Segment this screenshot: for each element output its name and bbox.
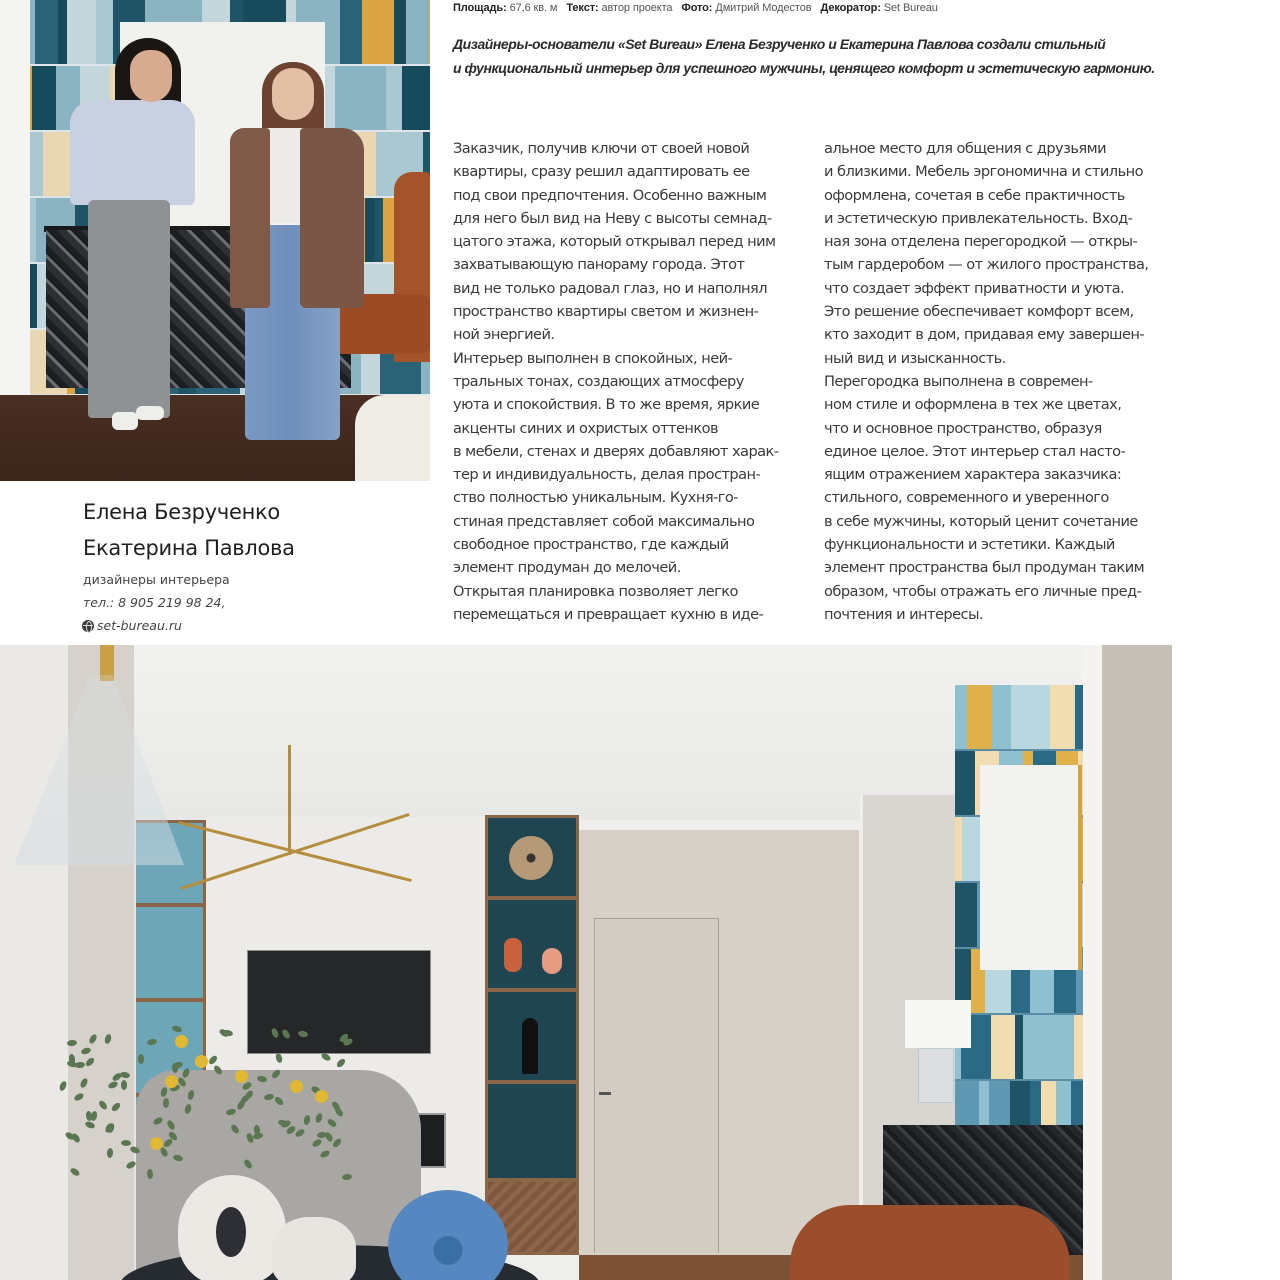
- table-lamp: [905, 1000, 971, 1048]
- body-text-line: элемент продуман до мелочей.: [453, 559, 681, 577]
- body-text-line: цатого этажа, который открывал перед ним: [453, 233, 776, 251]
- ring-vase: [178, 1175, 286, 1280]
- website-text: set-bureau.ru: [97, 618, 182, 633]
- pillar: [1102, 645, 1172, 1280]
- lamp-base: [918, 1048, 954, 1103]
- body-text-line: в себе мужчины, который ценит сочетание: [824, 512, 1138, 530]
- body-text-line: и эстетическую привлекательность. Вход-: [824, 209, 1133, 227]
- chandelier: [288, 745, 291, 855]
- white-artwork: [980, 765, 1082, 970]
- body-text-line: стиная представляет собой максимально: [453, 512, 755, 530]
- body-text-line: свободное пространство, где каждый: [453, 536, 729, 554]
- body-text-line: для него был вид на Неву с высоты семнад-: [453, 209, 772, 227]
- decor-figurine: [504, 938, 522, 972]
- body-text-line: и близкими. Мебель эргономична и стильно: [824, 163, 1143, 181]
- body-text-line: Интерьер выполнен в спокойных, ней-: [453, 349, 733, 367]
- wall-edge: [0, 0, 30, 400]
- body-text-line: единое целое. Этот интерьер стал насто-: [824, 442, 1126, 460]
- living-room-interior-photo: [0, 645, 1172, 1280]
- body-text-line: Открытая планировка позволяет легко: [453, 582, 738, 600]
- body-text-line: ный вид и изысканность.: [824, 349, 1006, 367]
- credit-photo: Фото: Дмитрий Модестов: [681, 2, 812, 14]
- right-shelving: [485, 815, 579, 1255]
- body-text-line: в мебели, стенах и дверях добавляют харак-: [453, 442, 779, 460]
- designer-2-face: [272, 68, 314, 120]
- credit-area: Площадь: 67,6 кв. м: [453, 2, 558, 14]
- body-text-line: образом, чтобы отражать его личные пред-: [824, 582, 1142, 600]
- body-text-line: под свои предпочтения. Особенно важным: [453, 186, 767, 204]
- designer-name: Елена Безрученко: [83, 500, 280, 524]
- white-sofa: [355, 395, 430, 481]
- designer-2-jacket: [300, 128, 364, 308]
- designer-1-face: [130, 50, 172, 102]
- designers-byline: [83, 494, 295, 637]
- body-text-line: ство полностью уникальным. Кухня-го-: [453, 489, 738, 507]
- flower-arrangement: [55, 1025, 355, 1185]
- article-credits: [453, 2, 944, 14]
- designer-1-pants: [88, 200, 170, 418]
- body-column-right: [824, 137, 1174, 626]
- globe-icon: [82, 620, 94, 632]
- designer-1-sock: [112, 412, 138, 430]
- body-text-line: ном стиле и оформлена в тех же цветах,: [824, 396, 1122, 414]
- body-text-line: ная зона отделена перегородкой — откры-: [824, 233, 1138, 251]
- body-text-line: захватывающую панораму города. Этот: [453, 256, 745, 274]
- website-link[interactable]: [82, 614, 295, 637]
- body-text-line: вид не только радовал глаз, но и наполнял: [453, 279, 768, 297]
- designers-portrait-photo: [0, 0, 430, 481]
- body-text-line: функциональности и эстетики. Каждый: [824, 536, 1115, 554]
- hidden-door: [594, 918, 719, 1253]
- credit-decorator: Декоратор: Set Bureau: [820, 2, 938, 14]
- body-text-line: кто заходит в дом, придавая ему завершен-: [824, 326, 1145, 344]
- designer-1-sock: [136, 406, 164, 420]
- designer-2-jacket: [230, 128, 270, 308]
- body-text-line: ной энергией.: [453, 326, 555, 344]
- lead-line: Дизайнеры-основатели «Set Bureau» Елена Безрученко и Екатерина Павлова создали стильный: [453, 36, 1106, 52]
- decor-sculpture: [522, 1018, 538, 1074]
- body-text-line: Перегородка выполнена в современ-: [824, 372, 1093, 390]
- credit-text: Текст: автор проекта: [566, 2, 673, 14]
- body-text-line: почтения и интересы.: [824, 605, 984, 623]
- decor-figurine: [542, 948, 562, 974]
- ring-vase-small: [272, 1217, 356, 1280]
- body-text-line: перемещаться и превращает кухню в иде-: [453, 605, 764, 623]
- body-text-line: квартиры, сразу решил адаптировать ее: [453, 163, 750, 181]
- body-text-line: тральных тонах, создающих атмосферу: [453, 372, 744, 390]
- designer-1-shirt: [70, 100, 195, 205]
- body-text-line: Это решение обеспечивает комфорт всем,: [824, 303, 1134, 321]
- phone-number: тел.: 8 905 219 98 24,: [83, 595, 226, 610]
- article-lead: [453, 32, 1173, 80]
- body-text-line: элемент пространства был продуман таким: [824, 559, 1145, 577]
- designer-name: Екатерина Павлова: [83, 536, 295, 560]
- body-text-line: альное место для общения с друзьями: [824, 140, 1107, 157]
- body-text-line: тым гардеробом — от жилого пространства,: [824, 256, 1149, 274]
- body-text-line: тер и индивидуальность, делая простран-: [453, 466, 761, 484]
- body-text-line: Заказчик, получив ключи от своей новой: [453, 140, 750, 157]
- body-text-line: что и основное пространство, образуя: [824, 419, 1102, 437]
- body-text-line: пространство квартиры светом и жизнен-: [453, 303, 759, 321]
- body-text-line: оформлена, сочетая в себе практичность: [824, 186, 1125, 204]
- body-text-line: ящим отражением характера заказчика:: [824, 466, 1122, 484]
- body-text-line: что создает эффект приватности и уюта.: [824, 279, 1125, 297]
- body-text-line: акценты синих и охристых оттенков: [453, 419, 719, 437]
- lead-line: и функциональный интерьер для успешного мужчины, ценящего комфорт и эстетическую гармонию.: [453, 60, 1155, 76]
- designer-role: дизайнеры интерьера: [83, 572, 230, 587]
- door-handle: [599, 1092, 611, 1095]
- leather-armchair: [790, 1205, 1070, 1280]
- body-column-left: [453, 137, 803, 626]
- body-text-line: уюта и спокойствия. В то же время, яркие: [453, 396, 760, 414]
- decor-disc: [509, 836, 553, 880]
- body-text-line: стильного, современного и уверенного: [824, 489, 1109, 507]
